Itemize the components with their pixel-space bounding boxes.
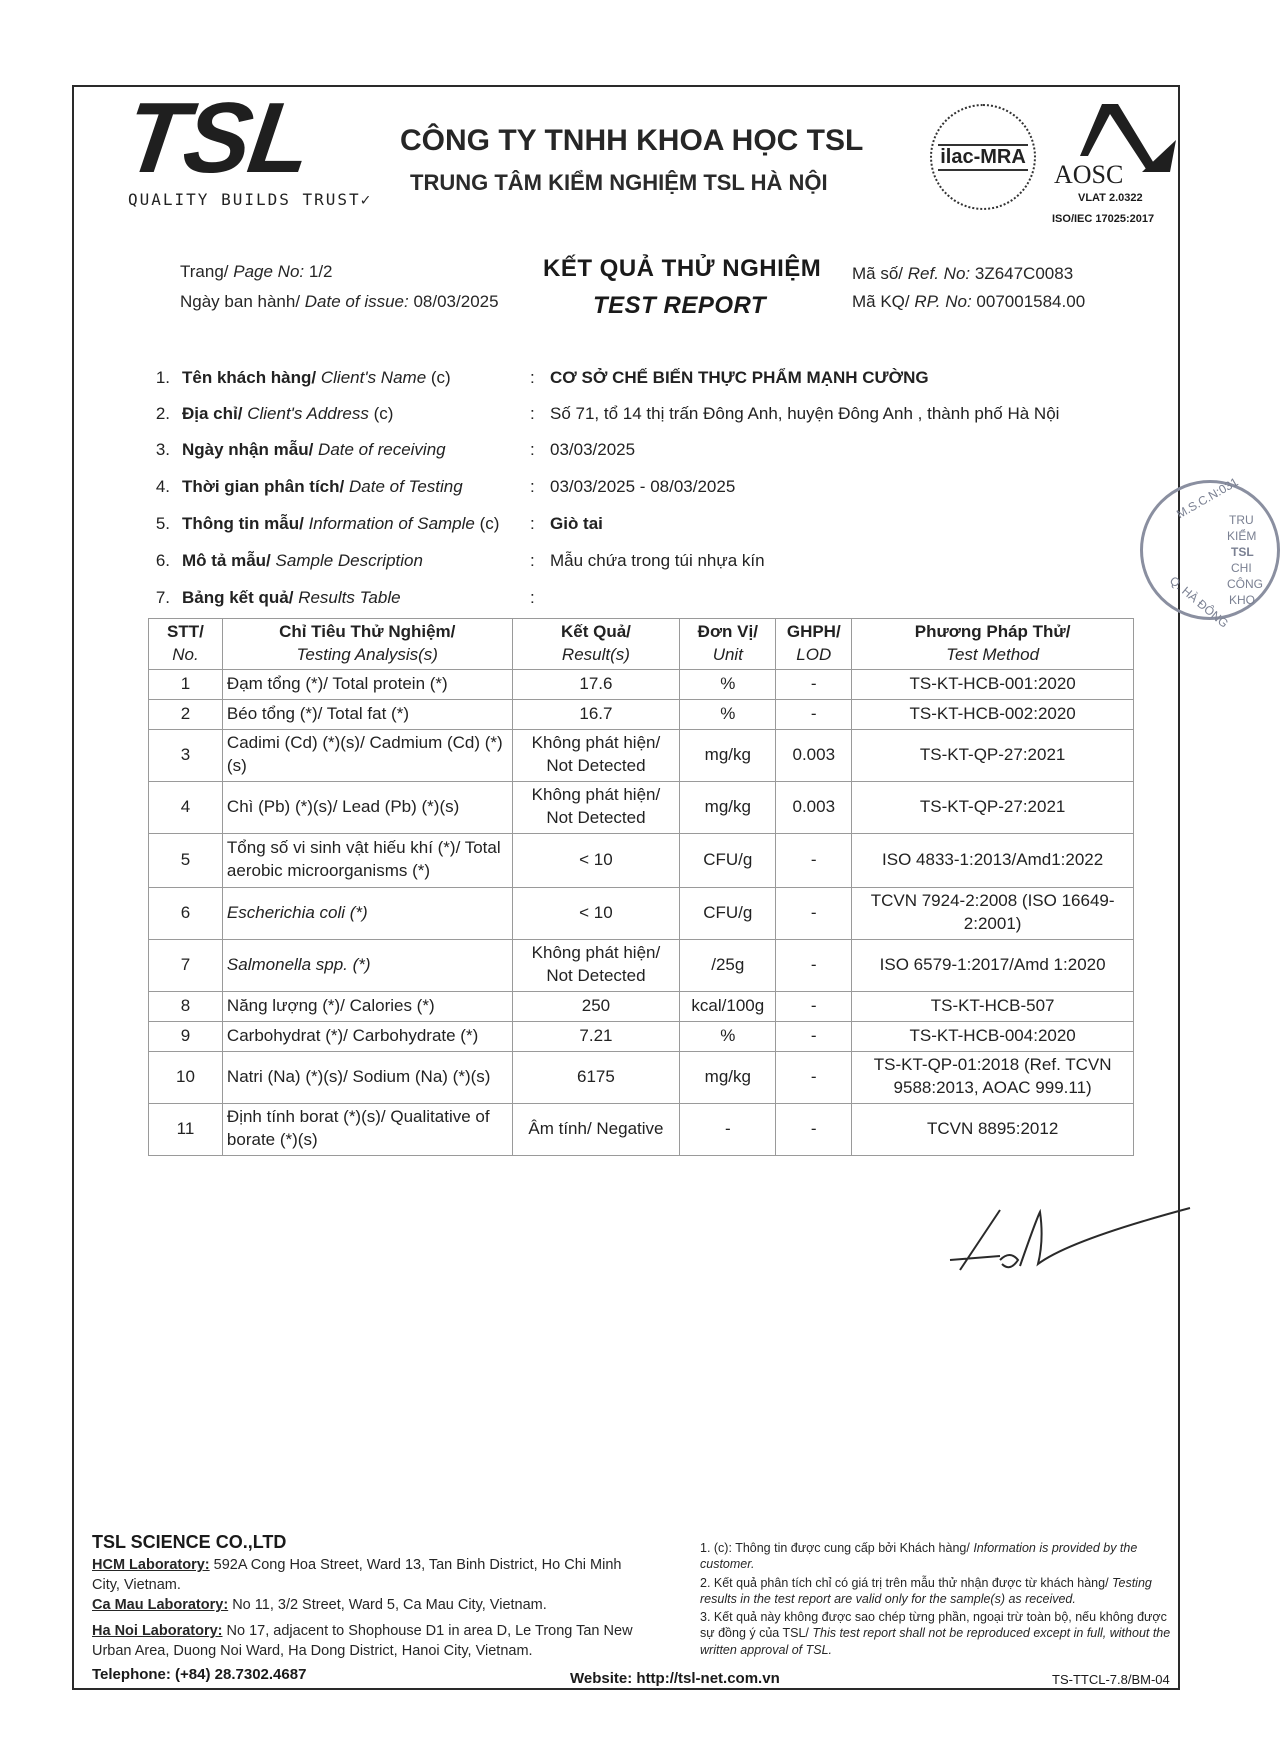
table-header-row [149, 619, 1134, 670]
cell-analysis: Escherichia coli (*) [222, 887, 512, 939]
cell-unit: CFU/g [680, 887, 776, 939]
info-number: 4. [155, 477, 170, 496]
rp-number: Mã KQ/ RP. No: 007001584.00 [852, 292, 1086, 311]
table-row [149, 781, 1134, 833]
column-header: Đơn Vị/ Unit [680, 619, 776, 670]
info-number: 2. [155, 404, 170, 423]
column-header: Phương Pháp Thử/ Test Method [852, 619, 1134, 670]
cell-no: 8 [149, 991, 223, 1021]
table-body [149, 669, 1134, 1155]
info-value: CƠ SỞ CHẾ BIẾN THỰC PHẨM MẠNH CƯỜNG [550, 368, 929, 387]
cell-method: ISO 6579-1:2017/Amd 1:2020 [852, 939, 1134, 991]
footer-company: TSL SCIENCE CO.,LTD [92, 1532, 287, 1552]
handwritten-signature [940, 1200, 1200, 1300]
cell-lod: - [776, 669, 852, 699]
table-row [149, 1021, 1134, 1051]
cell-result: 7.21 [512, 1021, 680, 1051]
cell-result: 16.7 [512, 699, 680, 729]
cell-analysis: Cadimi (Cd) (*)(s)/ Cadmium (Cd) (*)(s) [222, 729, 512, 781]
cell-analysis: Carbohydrat (*)/ Carbohydrate (*) [222, 1021, 512, 1051]
cell-unit: mg/kg [680, 729, 776, 781]
date-of-issue: Ngày ban hành/ Date of issue: 08/03/2025 [180, 292, 499, 311]
cell-unit: % [680, 699, 776, 729]
cell-analysis: Tổng số vi sinh vật hiếu khí (*)/ Total aerobic microorganisms (*) [222, 833, 512, 887]
info-number: 3. [155, 440, 170, 459]
cell-no: 1 [149, 669, 223, 699]
cell-unit: % [680, 669, 776, 699]
column-header: GHPH/ LOD [776, 619, 852, 670]
cell-no: 11 [149, 1103, 223, 1155]
company-seal: M.S.C.N:031 TRU KIỂM TSL CHI CÔNG KHO Q. HÀ ĐÔNG [1140, 480, 1280, 620]
telephone: Telephone: (+84) 28.7302.4687 [92, 1666, 307, 1683]
form-code: TS-TTCL-7.8/BM-04 [1052, 1672, 1170, 1687]
cell-lod: - [776, 1021, 852, 1051]
cell-method: TS-KT-QP-27:2021 [852, 781, 1134, 833]
table-row [149, 887, 1134, 939]
aosc-label: AOSC [1054, 160, 1124, 189]
cell-analysis: Năng lượng (*)/ Calories (*) [222, 991, 512, 1021]
cell-no: 4 [149, 781, 223, 833]
cell-lod: 0.003 [776, 781, 852, 833]
info-number: 1. [155, 368, 170, 387]
ilac-mra-logo [930, 104, 1036, 210]
cell-lod: - [776, 833, 852, 887]
cell-method: TS-KT-HCB-004:2020 [852, 1021, 1134, 1051]
cell-result: 17.6 [512, 669, 680, 699]
info-value: 03/03/2025 - 08/03/2025 [550, 477, 736, 496]
cell-method: TS-KT-QP-01:2018 (Ref. TCVN 9588:2013, AOAC 999.11) [852, 1051, 1134, 1103]
cell-method: TS-KT-HCB-507 [852, 991, 1134, 1021]
info-number: 7. [155, 588, 170, 607]
info-label: Ngày nhận mẫu/ Date of receiving [182, 440, 446, 459]
column-header: Chỉ Tiêu Thử Nghiệm/ Testing Analysis(s) [222, 619, 512, 670]
info-label: Thời gian phân tích/ Date of Testing [182, 477, 463, 496]
cell-lod: 0.003 [776, 729, 852, 781]
info-colon: : [530, 477, 535, 496]
cell-result: Không phát hiện/ Not Detected [512, 729, 680, 781]
cell-unit: kcal/100g [680, 991, 776, 1021]
cell-unit: mg/kg [680, 781, 776, 833]
info-label: Thông tin mẫu/ Information of Sample (c) [182, 514, 500, 533]
company-name: CÔNG TY TNHH KHOA HỌC TSL [400, 124, 864, 157]
info-colon: : [530, 588, 535, 607]
cell-method: TS-KT-QP-27:2021 [852, 729, 1134, 781]
table-row [149, 729, 1134, 781]
cell-unit: - [680, 1103, 776, 1155]
report-title-vn: KẾT QUẢ THỬ NGHIỆM [543, 255, 822, 282]
info-value: Số 71, tổ 14 thị trấn Đông Anh, huyện Đông Anh , thành phố Hà Nội [550, 404, 1060, 423]
cell-analysis: Đạm tổng (*)/ Total protein (*) [222, 669, 512, 699]
cell-lod: - [776, 1103, 852, 1155]
info-colon: : [530, 551, 535, 570]
cell-method: ISO 4833-1:2013/Amd1:2022 [852, 833, 1134, 887]
cell-no: 6 [149, 887, 223, 939]
table-row [149, 939, 1134, 991]
info-value: Giò tai [550, 514, 603, 533]
cell-unit: /25g [680, 939, 776, 991]
hcm-lab-address: HCM Laboratory: 592A Cong Hoa Street, Ward 13, Tan Binh District, Ho Chi Minh City, Vietnam. [92, 1557, 622, 1593]
ilac-mra-label: ilac-MRA [938, 144, 1028, 171]
cell-no: 10 [149, 1051, 223, 1103]
page-number: Trang/ Page No: 1/2 [180, 262, 333, 281]
table-row [149, 1103, 1134, 1155]
note-2: 2. Kết quả phân tích chỉ có giá trị trên mẫu thử nhận được từ khách hàng/ Testing results in the test report are valid only for the sample(s) as received. [700, 1575, 1152, 1606]
website-link[interactable]: Website: http://tsl-net.com.vn [570, 1670, 780, 1687]
note-1: 1. (c): Thông tin được cung cấp bởi Khách hàng/ Information is provided by the customer. [700, 1541, 1138, 1572]
info-colon: : [530, 440, 535, 459]
footer-notes [700, 1540, 1180, 1660]
cell-analysis: Béo tổng (*)/ Total fat (*) [222, 699, 512, 729]
cell-result: Không phát hiện/ Not Detected [512, 781, 680, 833]
cell-no: 9 [149, 1021, 223, 1051]
cell-result: < 10 [512, 887, 680, 939]
cell-method: TS-KT-HCB-001:2020 [852, 669, 1134, 699]
cell-lod: - [776, 939, 852, 991]
cell-lod: - [776, 1051, 852, 1103]
cell-lod: - [776, 887, 852, 939]
cell-result: 6175 [512, 1051, 680, 1103]
info-colon: : [530, 368, 535, 387]
table-row [149, 833, 1134, 887]
cell-no: 5 [149, 833, 223, 887]
hanoi-lab-address: Ha Noi Laboratory: No 17, adjacent to Shophouse D1 in area D, Le Trong Tan New Urban Area, Duong Noi Ward, Ha Dong District, Hanoi City, Vietnam. [92, 1623, 633, 1659]
cell-result: Không phát hiện/ Not Detected [512, 939, 680, 991]
info-colon: : [530, 514, 535, 533]
cell-result: 250 [512, 991, 680, 1021]
cell-unit: % [680, 1021, 776, 1051]
cell-method: TCVN 7924-2:2008 (ISO 16649-2:2001) [852, 887, 1134, 939]
cell-unit: mg/kg [680, 1051, 776, 1103]
cell-lod: - [776, 991, 852, 1021]
cell-analysis: Chì (Pb) (*)(s)/ Lead (Pb) (*)(s) [222, 781, 512, 833]
cell-no: 3 [149, 729, 223, 781]
cell-analysis: Định tính borat (*)(s)/ Qualitative of borate (*)(s) [222, 1103, 512, 1155]
cell-analysis: Natri (Na) (*)(s)/ Sodium (Na) (*)(s) [222, 1051, 512, 1103]
info-colon: : [530, 404, 535, 423]
tsl-logo: TSL [118, 82, 317, 194]
cell-method: TS-KT-HCB-002:2020 [852, 699, 1134, 729]
info-label: Tên khách hàng/ Client's Name (c) [182, 368, 451, 387]
info-label: Mô tả mẫu/ Sample Description [182, 551, 423, 570]
vlat-number: VLAT 2.0322 [1078, 192, 1143, 204]
info-value: Mẫu chứa trong túi nhựa kín [550, 551, 765, 570]
column-header: Kết Quả/ Result(s) [512, 619, 680, 670]
table-row [149, 699, 1134, 729]
report-title-en: TEST REPORT [593, 292, 767, 319]
company-subtitle: TRUNG TÂM KIỂM NGHIỆM TSL HÀ NỘI [410, 170, 828, 195]
cell-lod: - [776, 699, 852, 729]
note-3: 3. Kết quả này không được sao chép từng phần, ngoại trừ toàn bộ, nếu không được sự đồng ý của TSL/ This test report shall not be reproduced except in full, without the written approval of TSL. [700, 1610, 1171, 1657]
cell-unit: CFU/g [680, 833, 776, 887]
cell-method: TCVN 8895:2012 [852, 1103, 1134, 1155]
camau-lab-address: Ca Mau Laboratory: No 11, 3/2 Street, Ward 5, Ca Mau City, Vietnam. [92, 1597, 547, 1613]
ref-number: Mã số/ Ref. No: 3Z647C0083 [852, 264, 1074, 283]
table-row [149, 1051, 1134, 1103]
results-table [148, 618, 1134, 1156]
cell-no: 2 [149, 699, 223, 729]
cell-result: < 10 [512, 833, 680, 887]
info-number: 6. [155, 551, 170, 570]
logo-tagline: QUALITY BUILDS TRUST✓ [128, 190, 373, 209]
info-label: Bảng kết quả/ Results Table [182, 588, 401, 607]
iso-standard: ISO/IEC 17025:2017 [1052, 213, 1155, 225]
cell-analysis: Salmonella spp. (*) [222, 939, 512, 991]
info-number: 5. [155, 514, 170, 533]
table-row [149, 991, 1134, 1021]
column-header: STT/ No. [149, 619, 223, 670]
info-value: 03/03/2025 [550, 440, 636, 459]
table-row [149, 669, 1134, 699]
info-label: Địa chỉ/ Client's Address (c) [182, 404, 394, 423]
cell-no: 7 [149, 939, 223, 991]
cell-result: Âm tính/ Negative [512, 1103, 680, 1155]
